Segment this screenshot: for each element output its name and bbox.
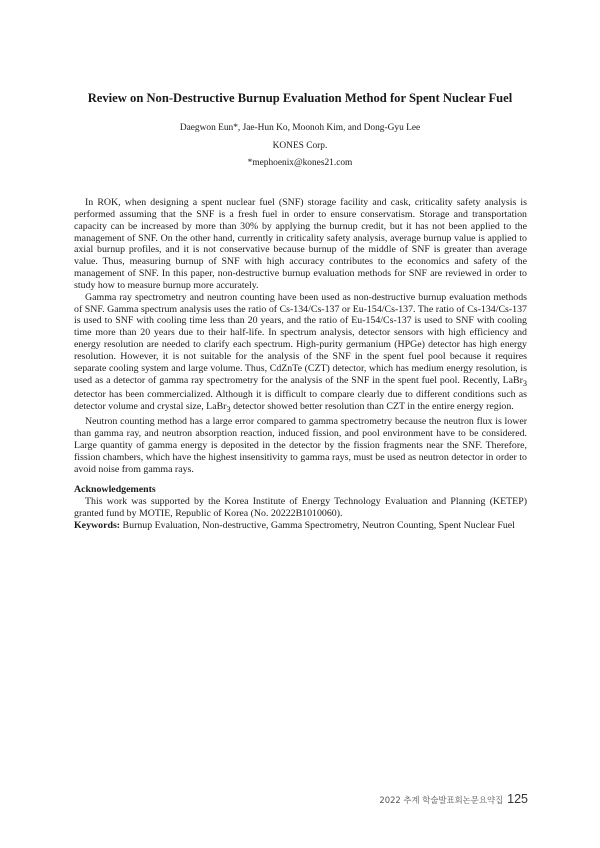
proceedings-title: 2022 추계 학술발표회논문요약집 bbox=[379, 795, 504, 805]
abstract-body bbox=[74, 197, 527, 532]
acknowledgements-heading: Acknowledgements bbox=[74, 484, 156, 496]
keywords-text: Burnup Evaluation, Non-destructive, Gamma Spectrometry, Neutron Counting, Spent Nuclear Fuel bbox=[120, 519, 515, 531]
page-number: 125 bbox=[507, 792, 528, 806]
acknowledgements-section bbox=[74, 484, 527, 520]
subscript-3: 3 bbox=[226, 405, 231, 415]
subscript-3: 3 bbox=[522, 378, 527, 388]
affiliation: KONES Corp. bbox=[272, 141, 328, 151]
keywords-label: Keywords: bbox=[74, 519, 121, 531]
author-list: Daegwon Eun*, Jae-Hun Ko, Moonoh Kim, and Dong-Gyu Lee bbox=[179, 123, 421, 133]
paragraph-2-text-c: detector showed better resolution than CZT in the entire energy region. bbox=[230, 401, 514, 413]
paper-title: Review on Non-Destructive Burnup Evaluation Method for Spent Nuclear Fuel bbox=[87, 91, 513, 105]
acknowledgements-text: This work was supported by the Korea Institute of Energy Technology Evaluation and Planning (KETEP) granted fund by MOTIE, Republic of Korea (No. 20222B1010060). bbox=[74, 496, 527, 520]
abstract-paragraph-3: Neutron counting method has a large error compared to gamma spectrometry because the neutron flux is lower than gamma ray, and neutron absorption reaction, induced fission, and pool environment have to be considered. Large quantity of gamma energy is deposited in the detector by the fission fragments near the SNF. Therefore, fission chambers, which have the highest insensitivity to gamma rays, must be used as neutron detector in order to avoid noise from gamma rays. bbox=[74, 416, 527, 475]
abstract-paragraph-1: In ROK, when designing a spent nuclear fuel (SNF) storage facility and cask, criticality safety analysis is performed assuming that the SNF is a fresh fuel in order to ensure conservatism. Storage and transportation capacity can be increased by more than 30% by applying the burnup credit, but it has not been applied to the management of SNF. On the other hand, currently in criticality safety analysis, average burnup value is applied to axial burnup profiles, and it is not conservative because burnup of the middle of SNF is greater than average value. Thus, measuring burnup of SNF with high accuracy contributes to the economics and safety of the management of SNF. In this paper, non-destructive burnup evaluation methods for SNF are reviewed in order to study how to measure burnup more accurately. bbox=[74, 197, 527, 291]
contact-email: *mephoenix@kones21.com bbox=[247, 158, 353, 168]
page-footer bbox=[379, 792, 528, 806]
abstract-paragraph-2 bbox=[74, 292, 527, 416]
keywords-line bbox=[74, 520, 527, 532]
paragraph-2-text-b: detector has been commercialized. Although it is difficult to compare clearly due to different conditions such as detector volume and crystal size, LaBr bbox=[74, 389, 527, 413]
paragraph-2-text-a: Gamma ray spectrometry and neutron counting have been used as non-destructive burnup evaluation methods of SNF. Gamma spectrum analysis uses the ratio of Cs-134/Cs-137 or Eu-154/Cs-137. The ratio of Cs-134/Cs-137 is used to SNF with cooling time less than 20 years, and the ratio of Eu-154/Cs-137 is used to SNF with cooling time more than 20 years due to their half-life. In spectrum analysis, detector sensors with high efficiency and energy resolution are needed to clarify each spectrum. High-purity germanium (HPGe) detector has high energy resolution. However, it is not suitable for the analysis of the SNF in the spent fuel pool because it requires separate cooling system and large volume. Thus, CdZnTe (CZT) detector, which has medium energy resolution, is used as a detector of gamma ray spectrometry for the analysis of the SNF in the spent fuel pool. Recently, LaBr bbox=[74, 291, 527, 386]
